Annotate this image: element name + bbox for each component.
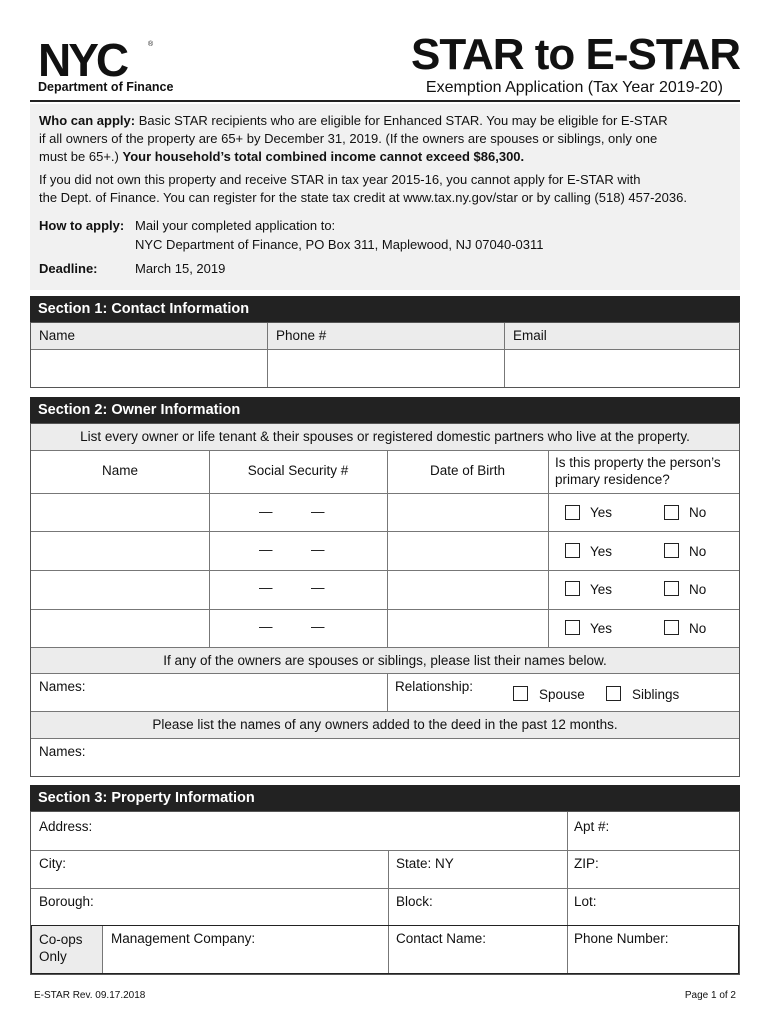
how-text-2: NYC Department of Finance, PO Box 311, Maplewood, NJ 07040-0311 (135, 237, 544, 252)
no-checkbox[interactable] (664, 543, 679, 558)
block-label: Block: (396, 894, 433, 909)
coops-line1: Co-ops (39, 932, 83, 947)
contact-name-label: Name (39, 328, 76, 343)
yes-checkbox[interactable] (565, 505, 580, 520)
how-text-1: Mail your completed application to: (135, 218, 336, 233)
contact-phone-field[interactable] (268, 350, 504, 387)
who-text-2: if all owners of the property are 65+ by December 31, 2019. (If the owners are spouses or siblings, only one (39, 131, 658, 146)
added-owners-instruction: Please list the names of any owners added to the deed in the past 12 months. (31, 712, 739, 738)
ssn-dash: — (259, 580, 273, 595)
apt-label: Apt #: (574, 819, 610, 834)
address-label: Address: (39, 819, 93, 834)
zip-label: ZIP: (574, 856, 599, 871)
ssn-dash: — (311, 619, 325, 634)
relationship-label: Relationship: (395, 679, 474, 694)
spouse-checkbox[interactable] (513, 686, 528, 701)
no-label: No (689, 582, 707, 597)
owner-name-field[interactable] (31, 610, 209, 647)
form-subtitle: Exemption Application (Tax Year 2019-20) (425, 79, 723, 96)
added-names-label: Names: (39, 744, 86, 759)
yes-label: Yes (590, 505, 613, 520)
no-label: No (689, 621, 707, 636)
lot-label: Lot: (574, 894, 597, 909)
contact-name-label: Contact Name: (396, 931, 487, 946)
ssn-dash: — (311, 504, 325, 519)
no-checkbox[interactable] (664, 581, 679, 596)
svg-text:®: ® (148, 41, 154, 48)
deadline-label: Deadline: (39, 261, 98, 276)
who-label: Who can apply: (39, 113, 136, 128)
note-text-1: If you did not own this property and receive STAR in tax year 2015-16, you cannot apply for E-STAR with (39, 172, 641, 187)
owner-name-field[interactable] (31, 532, 209, 570)
state-label: State: (396, 856, 432, 871)
section2-table (30, 423, 740, 777)
col-primary-residence (555, 454, 721, 488)
svg-text:NYC: NYC (38, 38, 127, 80)
ssn-dash: — (259, 619, 273, 634)
ssn-dash: — (311, 542, 325, 557)
section2-header: Section 2: Owner Information (30, 397, 740, 423)
contact-email-label: Email (513, 328, 547, 343)
who-text: Basic STAR recipients who are eligible for Enhanced STAR. You may be eligible for E-STAR (138, 113, 668, 128)
no-label: No (689, 544, 707, 559)
col-primary-line1: Is this property the person’s (555, 455, 721, 470)
department-name: Department of Finance (38, 80, 174, 94)
section3-header: Section 3: Property Information (30, 785, 740, 811)
owner-name-field[interactable] (31, 571, 209, 609)
no-checkbox[interactable] (664, 505, 679, 520)
how-label: How to apply: (39, 218, 125, 233)
section1-table (30, 322, 740, 388)
spouse-label: Spouse (539, 687, 585, 702)
nyc-logo (38, 38, 156, 80)
section1-header-row (31, 323, 739, 349)
yes-label: Yes (590, 621, 613, 636)
owner-name-field[interactable] (31, 494, 209, 531)
yes-checkbox[interactable] (565, 620, 580, 635)
contact-name-field[interactable] (31, 350, 267, 387)
siblings-label: Siblings (632, 687, 680, 702)
no-label: No (689, 505, 707, 520)
state-value: NY (435, 856, 454, 871)
contact-email-field[interactable] (505, 350, 739, 387)
owner-instruction: List every owner or life tenant & their spouses or registered domestic partners who live at the property. (31, 424, 739, 450)
yes-checkbox[interactable] (565, 543, 580, 558)
contact-phone-label: Phone # (276, 328, 327, 343)
info-panel (30, 104, 740, 290)
coops-line2: Only (39, 949, 67, 964)
col-dob: Date of Birth (429, 463, 506, 478)
ssn-dash: — (259, 542, 273, 557)
city-label: City: (39, 856, 66, 871)
section1-header: Section 1: Contact Information (30, 296, 740, 322)
yes-checkbox[interactable] (565, 581, 580, 596)
form-title: STAR to E-STAR (411, 30, 740, 79)
income-limit: Your household’s total combined income cannot exceed $86,300. (122, 149, 525, 164)
yes-label: Yes (590, 582, 613, 597)
siblings-checkbox[interactable] (606, 686, 621, 701)
col-name: Name (101, 463, 138, 478)
management-company-label: Management Company: (111, 931, 256, 946)
who-text-3: must be 65+.) (39, 149, 119, 164)
revision-note: E-STAR Rev. 09.17.2018 (34, 990, 146, 1001)
header-rule (30, 100, 740, 102)
deadline-value: March 15, 2019 (135, 261, 226, 276)
ssn-dash: — (311, 580, 325, 595)
spouses-instruction: If any of the owners are spouses or siblings, please list their names below. (31, 648, 739, 673)
spouse-names-label: Names: (39, 679, 86, 694)
ssn-dash: — (259, 504, 273, 519)
borough-label: Borough: (39, 894, 94, 909)
note-text-2: the Dept. of Finance. You can register for the state tax credit at www.tax.ny.gov/star or by calling (518) 457-2036. (39, 190, 687, 205)
yes-label: Yes (590, 544, 613, 559)
section3-table (30, 811, 740, 975)
phone-number-label: Phone Number: (574, 931, 669, 946)
col-ssn: Social Security # (247, 463, 349, 478)
no-checkbox[interactable] (664, 620, 679, 635)
col-primary-line2: primary residence? (555, 472, 670, 487)
state-field (396, 856, 454, 871)
page-number: Page 1 of 2 (684, 990, 736, 1001)
